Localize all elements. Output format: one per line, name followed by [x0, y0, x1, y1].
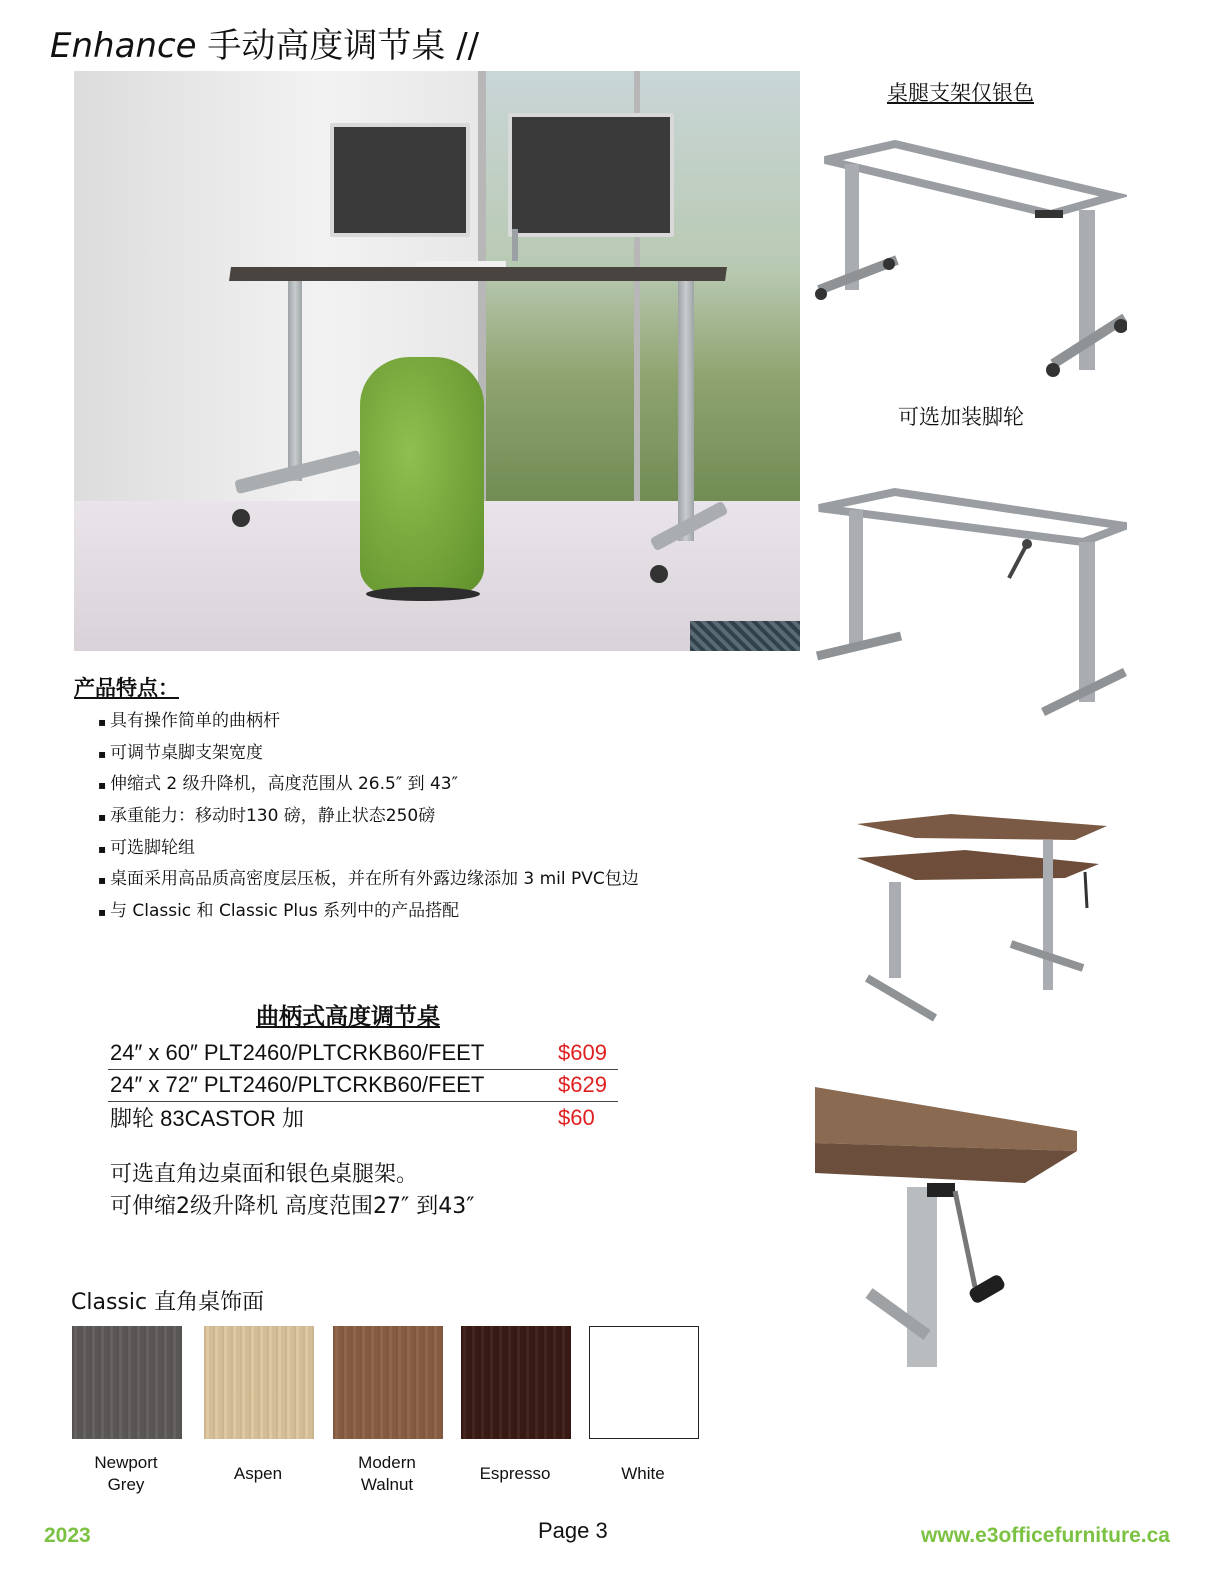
features-heading: 产品特点： — [74, 676, 179, 700]
price-row — [108, 1070, 618, 1102]
swatch-aspen — [204, 1326, 314, 1439]
title-product: 手动高度调节桌 // — [196, 26, 480, 66]
castor-option-label: 可选加装脚轮 — [898, 405, 1024, 429]
silver-frame-label: 桌腿支架仅银色 — [887, 81, 1034, 105]
footer-year: 2023 — [44, 1524, 91, 1547]
price-table — [108, 1038, 618, 1135]
crank-detail-photo — [815, 1087, 1077, 1369]
price-row — [108, 1102, 618, 1136]
swatch-modern-walnut — [333, 1326, 443, 1439]
footer-website-link[interactable]: www.e3officefurniture.ca — [921, 1524, 1170, 1547]
price-item: 24″ x 72″ PLT2460/PLTCRKB60/FEET — [108, 1070, 556, 1102]
feature-item: ▪ 承重能力：移动时130 磅，静止状态250磅 — [98, 801, 639, 833]
feature-item: ▪ 与 Classic 和 Classic Plus 系列中的产品搭配 — [98, 896, 639, 928]
price-row — [108, 1038, 618, 1070]
feature-item: ▪ 可选脚轮组 — [98, 833, 639, 865]
swatch-newport-grey — [72, 1326, 182, 1439]
page-title — [50, 18, 479, 67]
feature-item: ▪ 可调节桌脚支架宽度 — [98, 738, 639, 770]
hero-desk-photo — [74, 71, 800, 651]
swatch-white — [589, 1326, 699, 1439]
swatch-label-espresso: Espresso — [479, 1464, 551, 1483]
swatch-label-white: White — [621, 1464, 665, 1483]
price-item: 脚轮 83CASTOR 加 — [108, 1102, 556, 1136]
desk-frame-castors-photo — [815, 118, 1127, 400]
price-value: $609 — [558, 1039, 607, 1065]
price-value: $60 — [556, 1102, 618, 1136]
title-brand: Enhance — [50, 26, 197, 66]
swatch-espresso — [461, 1326, 571, 1439]
feature-item: ▪ 具有操作简单的曲柄杆 — [98, 706, 639, 738]
swatch-label-modern-walnut: Modern Walnut — [358, 1453, 416, 1494]
feature-item: ▪ 桌面采用高品质高密度层压板，并在所有外露边缘添加 3 mil PVC包边 — [98, 864, 639, 896]
crank-desk-walnut-photo — [855, 812, 1109, 1032]
finishes-heading: Classic 直角桌饰面 — [71, 1290, 265, 1315]
pricing-note-2: 可伸缩2级升降机 高度范围27″ 到43″ — [110, 1194, 475, 1219]
feature-item: ▪ 伸缩式 2 级升降机，高度范围从 26.5″ 到 43″ — [98, 769, 639, 801]
swatch-label-newport-grey: Newport Grey — [94, 1453, 158, 1494]
pricing-note-1: 可选直角边桌面和银色桌腿架。 — [110, 1162, 419, 1187]
desk-frame-crank-photo — [815, 486, 1127, 726]
swatch-label-aspen: Aspen — [233, 1464, 283, 1483]
footer-page-number: Page 3 — [538, 1518, 608, 1543]
price-value: $629 — [556, 1070, 618, 1102]
price-item: 24″ x 60″ PLT2460/PLTCRKB60/FEET — [110, 1039, 485, 1065]
pricing-heading: 曲柄式高度调节桌 — [256, 1004, 440, 1030]
features-list — [98, 706, 639, 928]
